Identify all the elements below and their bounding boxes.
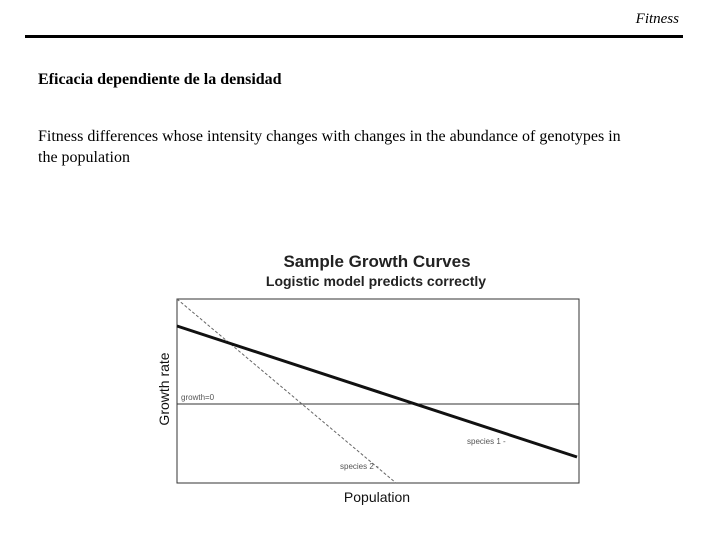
species-2-label: species 2 - bbox=[340, 462, 379, 471]
y-axis-label: Growth rate bbox=[156, 352, 172, 426]
species-2-curve bbox=[177, 299, 396, 483]
slide-body: Fitness differences whose intensity changes with changes in the abundance of genotypes in the population bbox=[38, 128, 621, 166]
chart-title: Sample Growth Curves bbox=[283, 252, 471, 271]
growth-zero-label: growth=0 bbox=[181, 393, 215, 402]
header-title: Fitness bbox=[635, 11, 679, 27]
chart-subtitle: Logistic model predicts correctly bbox=[265, 273, 487, 289]
header-rule bbox=[25, 35, 683, 38]
growth-curves-figure bbox=[144, 239, 587, 511]
species-1-label: species 1 - bbox=[467, 437, 506, 446]
growth-curves-chart bbox=[144, 239, 587, 511]
x-axis-label: Population bbox=[343, 489, 411, 505]
slide-heading: Eficacia dependiente de la densidad bbox=[38, 71, 282, 88]
species-1-curve bbox=[177, 326, 577, 457]
